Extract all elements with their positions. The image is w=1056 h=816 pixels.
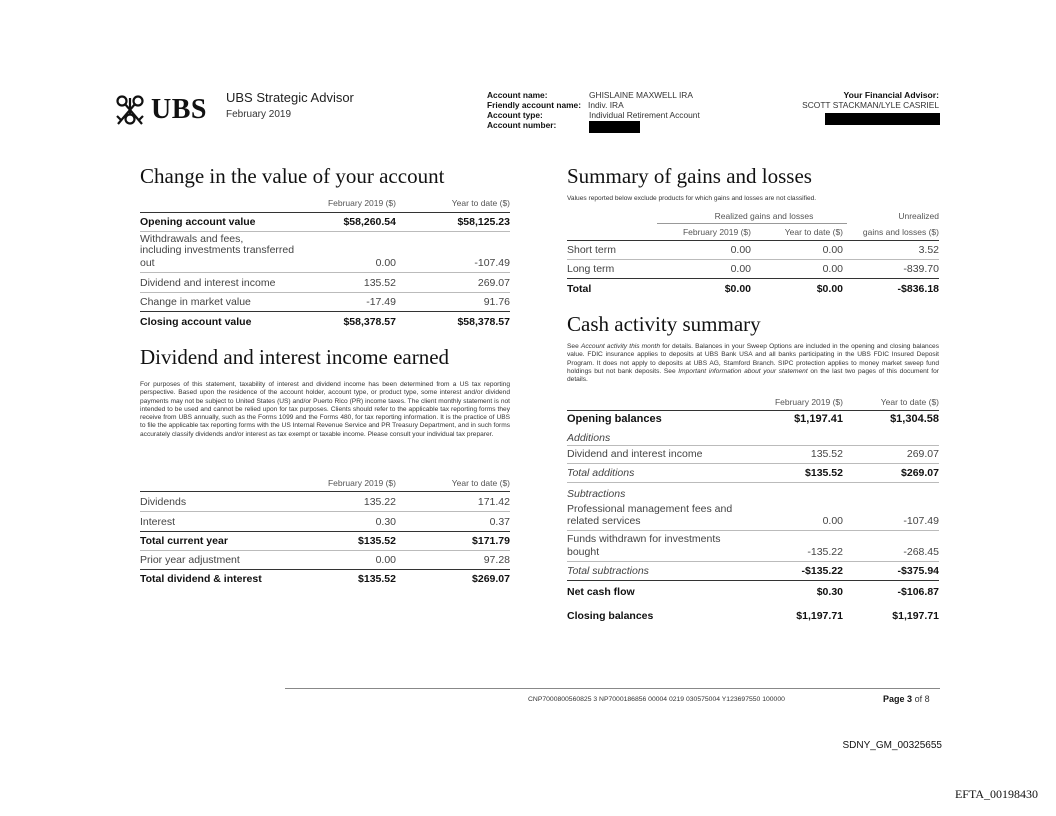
- change-value-table: February 2019 ($) Year to date ($) Opening account value $58,260.54 $58,125.23 Withdrawals and fees, including investments transferred out 0.00 -107.49 Dividend and interest income 135.52 269.07 Change in market value -17.49 91.76 Closing account value $58,378.57 $58,378.57: [140, 198, 510, 328]
- gains-title: Summary of gains and losses: [567, 164, 812, 188]
- account-number-redaction: [589, 121, 640, 133]
- gains-table: Realized gains and losses Unrealized February 2019 ($) Year to date ($) gains and losses ($) Short term 0.00 0.00 3.52 Long term 0.00 0.00 -839.70 Total $0.00 $0.00 -$836.18: [567, 211, 939, 295]
- product-name: UBS Strategic Advisor: [226, 90, 354, 105]
- friendly-name-value: Indiv. IRA: [588, 100, 624, 110]
- gains-col-feb: February 2019 ($): [682, 227, 751, 237]
- change-value-title: Change in the value of your account: [140, 164, 445, 188]
- dividend-table: February 2019 ($) Year to date ($) Dividends 135.22 171.42 Interest 0.30 0.37 Total current year $135.52 $171.79 Prior year adjustment 0.00 97.28 Total dividend & interest $135.52 $269.07: [140, 478, 510, 585]
- account-name-value: GHISLAINE MAXWELL IRA: [589, 90, 693, 100]
- cash-col-ytd: Year to date ($): [880, 397, 939, 407]
- advisor-name: SCOTT STACKMAN/LYLE CASRIEL: [802, 100, 939, 110]
- dividend-col-ytd: Year to date ($): [451, 478, 510, 488]
- advisor-redaction: [825, 113, 940, 125]
- footer-code: CNP7000800560825 3 NP7000186856 00004 0219 030575004 Y123697550 100000: [528, 696, 785, 703]
- cash-table: February 2019 ($) Year to date ($) Opening balances $1,197.41 $1,304.58 Additions Dividend and interest income 135.52 269.07 Total additions $135.52 $269.07 Subtractions Professional management fees and related services 0.00 -107.49 Funds withdrawn for investments bought -135.22 -268.45 Total subtractions -$135.22 -$375.94 Net cash flow $0.30 -$106.87 Closing balances $1,197.71 $1,197.71: [567, 397, 939, 622]
- change-col-feb: February 2019 ($): [327, 198, 396, 208]
- account-type-label: Account type:: [487, 110, 543, 120]
- dividend-title: Dividend and interest income earned: [140, 345, 450, 369]
- cash-note: See Account activity this month for details. Balances in your Sweep Options are included in the opening and closing balances value. FDIC insurance applies to deposits at UBS Bank USA and all banks participating in the UBS FDIC Insured Deposit Program. It does not apply to deposits at UBS AG, Stamford Branch. SIPC protection applies to money market sweep fund holdings but not bank deposits. See Important information about your statement on the last two pages of this document for details.: [567, 343, 939, 384]
- realized-header: Realized gains and losses: [714, 211, 814, 221]
- footer-rule: [285, 688, 940, 689]
- account-number-label: Account number:: [487, 120, 557, 130]
- friendly-name-label: Friendly account name:: [487, 100, 582, 110]
- cash-col-feb: February 2019 ($): [774, 397, 843, 407]
- gains-note: Values reported below exclude products for which gains and losses are not classified.: [567, 195, 817, 202]
- unrealized-header: Unrealized: [898, 211, 939, 221]
- brand-wordmark: UBS: [151, 94, 207, 125]
- account-type-value: Individual Retirement Account: [589, 110, 700, 120]
- page-indicator: Page 3 of 8: [883, 694, 930, 704]
- gains-col-ytd: Year to date ($): [784, 227, 843, 237]
- gains-col-unreal: gains and losses ($): [862, 227, 939, 237]
- keys-emblem-icon: [112, 94, 148, 128]
- dividend-col-feb: February 2019 ($): [327, 478, 396, 488]
- statement-period: February 2019: [226, 109, 292, 120]
- cash-title: Cash activity summary: [567, 312, 761, 336]
- ubs-logo: [112, 93, 207, 129]
- advisor-label: Your Financial Advisor:: [843, 90, 939, 100]
- dividend-note: For purposes of this statement, taxability of interest and dividend income has been determined from a US tax reporting perspective. Based upon the residence of the account holder, account type, or product type, some interest and/or dividend payments may not be subject to United States (US) and/or Puerto Rico (PR) income taxes. The client monthly statement is not intended to be used and cannot be relied upon for tax purposes. Clients should refer to the applicable tax reporting forms they receive from UBS annually, such as the Forms 1099 and the Forms 480, for tax reporting information. It is the practice of UBS to file the applicable tax reporting forms with the US Internal Revenue Service and PR Treasury Department, and in such forms accurately classify dividends and/or interest as tax exempt or taxable income. Please consult your individual tax preparer.: [140, 381, 510, 438]
- account-name-label: Account name:: [487, 90, 548, 100]
- bates-number: SDNY_GM_00325655: [842, 740, 942, 751]
- efta-number: EFTA_00198430: [954, 787, 1038, 801]
- change-col-ytd: Year to date ($): [451, 198, 510, 208]
